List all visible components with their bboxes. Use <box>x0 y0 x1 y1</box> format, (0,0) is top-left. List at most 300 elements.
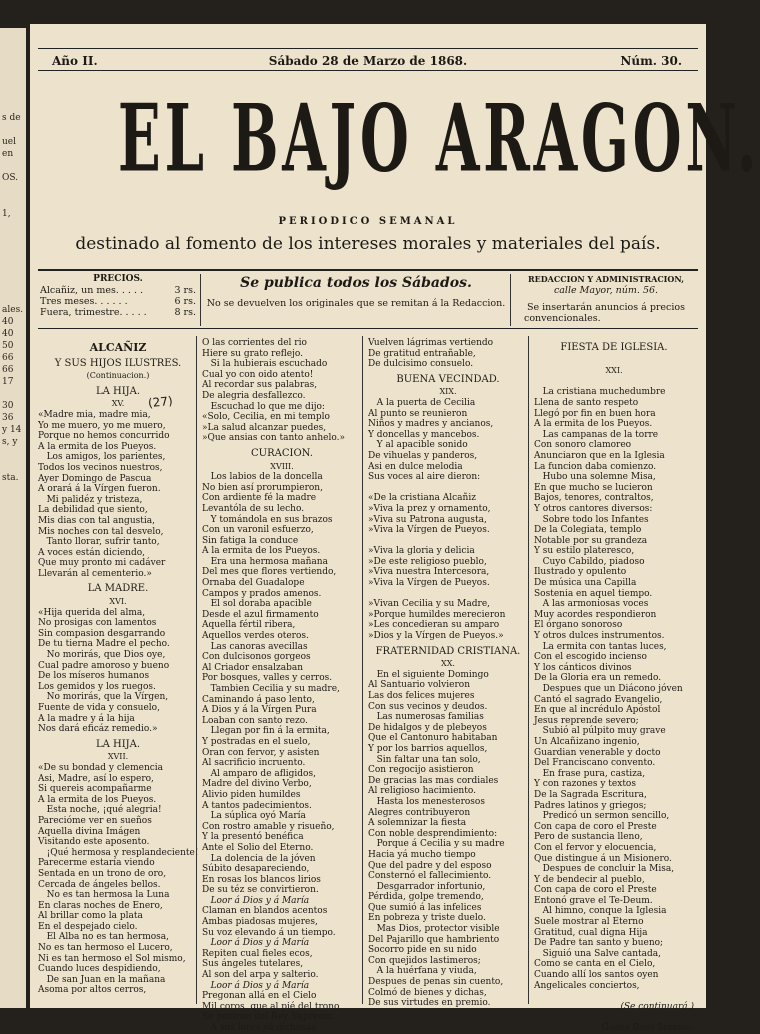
verse-line: Mas Dios, protector visible <box>368 924 500 935</box>
price-value: 6 rs. <box>174 296 196 307</box>
price-value: 3 rs. <box>174 285 196 296</box>
section-heading: LA HIJA. <box>95 738 141 750</box>
masthead-subtitle: PERIODICO SEMANAL <box>278 216 458 227</box>
verse-line: Al Criador ensalzaban <box>202 662 304 673</box>
verse-line: Cual padre amoroso y bueno <box>38 660 170 671</box>
verse-line: Aquella divina Imágen <box>38 826 141 837</box>
article-column-4 <box>534 338 694 1034</box>
verse-line: Hacia yá mucho tiempo <box>368 849 476 860</box>
verse-line: Con rostro amable y risueño, <box>202 821 335 832</box>
verse-line: Cantó el sagrado Evangelio, <box>534 694 663 705</box>
verse-line: El sol doraba apacible <box>202 599 312 610</box>
price-row <box>40 307 196 318</box>
verse-line: De tu tierna Madre el pecho. <box>38 639 170 650</box>
price-label: Tres meses. . . . . . <box>40 296 128 307</box>
left-page-text: 50 <box>2 341 14 351</box>
verse-line: Mis noches con tal desvelo, <box>38 526 164 537</box>
verse-line: Gaspar Bono Serrano. <box>601 1023 694 1033</box>
left-page-text <box>0 220 26 232</box>
verse-line: »Dios y la Vírgen de Pueyos.» <box>368 631 504 642</box>
verse-line: Llegó por fin en buen hora <box>534 408 656 419</box>
verse-line: Y por los barrios aquellos, <box>368 743 488 754</box>
left-page-text <box>0 160 26 172</box>
verse-line: Al himno, conque la Iglesia <box>534 906 667 917</box>
verse-line: Pero de sustancia lleno, <box>534 832 643 843</box>
column-divider <box>528 336 529 1004</box>
verse-line: Aquellos verdes oteros. <box>202 631 309 642</box>
verse-line: Sin compasion desgarrando <box>38 628 166 639</box>
publish-box <box>206 274 506 326</box>
verse-line: A sus lares yá dichosas <box>202 1023 316 1033</box>
left-page-text <box>0 280 26 292</box>
verse-line: A la ermita de los Pueyos. <box>202 546 321 557</box>
verse-line: (Se continuará.) <box>620 1001 694 1012</box>
verse-line: »Viva la Vírgen de Pueyos. <box>368 578 490 589</box>
top-rule <box>38 48 698 49</box>
left-page-text <box>0 244 26 256</box>
left-page-text <box>0 100 26 112</box>
verse-line: Hiere su grato reflejo. <box>202 348 304 359</box>
verse-line: XX. <box>441 659 455 669</box>
verse-line: A la puerta de Cecilia <box>368 397 476 408</box>
verse-line: Hasta los menesterosos <box>368 796 485 807</box>
verse-line: Esta noche, ¡qué alegria! <box>38 805 162 816</box>
verse-line: Si la hubierais escuchado <box>202 359 328 370</box>
verse-line: Al brillar como la plata <box>38 911 143 922</box>
verse-line: A voces están diciendo, <box>38 547 146 558</box>
verse-line: A la ermita de los Pueyos. <box>38 794 157 805</box>
left-page-text: 36 <box>2 413 14 423</box>
section-heading: Y SUS HIJOS ILUSTRES. <box>54 357 182 369</box>
verse-line: Hubo una solemne Misa, <box>534 472 656 483</box>
verse-line: «Madre mia, madre mia, <box>38 409 151 420</box>
verse-line: De san Juan en la mañana <box>38 974 166 985</box>
verse-line: De alegria desfallezco. <box>202 390 306 401</box>
left-page-text <box>0 88 26 100</box>
verse-line: »Viva la gloria y delicia <box>368 546 475 557</box>
column-divider <box>362 336 363 1004</box>
verse-line: Campos y prados amenos. <box>202 588 322 599</box>
verse-line: De la Gloria era un remedo. <box>534 673 662 684</box>
verse-line: Ilustrado y opulento <box>534 567 627 578</box>
verse-line: »Les concedieran su amparo <box>368 620 500 631</box>
verse-line: A la ermita de los Pueyos. <box>534 419 653 430</box>
verse-line: Asi, Madre, así lo espero, <box>38 773 154 784</box>
prices-box <box>40 274 196 326</box>
verse-line: »Viva la prez y ornamento, <box>368 503 491 514</box>
verse-line: »Porque humildes merecieron <box>368 609 506 620</box>
verse-line <box>534 1012 694 1023</box>
verse-line: Ambas piadosas mujeres, <box>202 917 318 928</box>
verse-line: Siguió una Salve cantada, <box>534 948 662 959</box>
verse-line: No morirás, que Dios oye, <box>38 650 166 661</box>
left-page-text <box>0 40 26 52</box>
verse-line: El órgano sonoroso <box>534 620 623 631</box>
verse-line: Cuando luces despidiendo, <box>38 964 161 975</box>
verse-line: Niños y madres y ancianos, <box>368 419 494 430</box>
verse-line: De la Colegiata, templo <box>534 525 642 536</box>
verse-line: Desde el azul firmamento <box>202 609 319 620</box>
verse-line: Con el escogido incienso <box>534 652 647 663</box>
verse-line: Despues que un Diácono jóven <box>534 684 683 694</box>
verse-line: Y la presentó benéfica <box>202 832 304 843</box>
verse-line: No bien así prorumpieron, <box>202 482 323 493</box>
verse-line: Con dulcisonos gorgeos <box>202 652 311 663</box>
handwritten-annotation: (27) <box>147 393 174 411</box>
masthead-title: EL BAJO ARAGON. <box>117 84 760 193</box>
verse-line: La debilidad que siento, <box>38 505 148 516</box>
left-page-text <box>0 184 26 196</box>
verse-line: (Continuacion.) <box>86 371 150 381</box>
verse-line: La cristiana muchedumbre <box>534 387 666 398</box>
verse-line: Alegres contribuyeron <box>368 807 471 818</box>
verse-line: «Hija querida del alma, <box>38 607 146 618</box>
verse-line: Nos dará eficáz remedio.» <box>38 724 158 735</box>
price-row <box>40 296 196 307</box>
verse-line <box>368 589 528 600</box>
verse-line: O las corrientes del rio <box>202 338 307 348</box>
verse-line: Al punto se reunieron <box>368 408 468 419</box>
verse-line: En claras noches de Enero, <box>38 900 163 911</box>
section-heading: LA HIJA. <box>95 385 141 397</box>
verse-line: Porque no hemos concurrido <box>38 431 170 442</box>
verse-line: Suele mostrar al Eterno <box>534 917 644 928</box>
verse-line: Ornaba del Guadalope <box>202 578 305 589</box>
verse-line <box>368 483 528 494</box>
verse-line: En que mucho se lucieron <box>534 482 653 493</box>
verse-line: «Solo, Cecilia, en mi templo <box>202 412 330 423</box>
box-divider <box>510 274 511 326</box>
left-page-text: s de <box>2 113 21 123</box>
left-page-text <box>0 460 26 472</box>
section-heading: CURACION. <box>251 447 313 459</box>
verse-line: A Dios y á la Vírgen Pura <box>202 705 317 716</box>
section-heading: ALCAÑIZ <box>89 341 147 354</box>
verse-line: Levantóla de su lecho. <box>202 503 305 514</box>
section-heading: FRATERNIDAD CRISTIANA. <box>375 645 521 657</box>
verse-line: Al Santuario volvieron <box>368 680 470 691</box>
article-column-3 <box>368 338 528 1009</box>
verse-line: No es tan hermosa la Luna <box>38 890 170 901</box>
verse-line: XVIII. <box>270 461 294 471</box>
verse-line: Con el fervor y elocuencia, <box>534 842 657 853</box>
verse-line: Pregonan allá en el Cielo <box>202 991 317 1002</box>
issue-date: Sábado 28 de Marzo de 1868. <box>268 54 468 68</box>
verse-line: Socorro pide en su nido <box>368 945 477 956</box>
box-bottom-rule <box>38 328 698 329</box>
verse-line: No es tan hermoso el Lucero, <box>38 943 173 954</box>
price-row <box>40 285 196 296</box>
verse-line: Ni es tan hermoso el Sol mismo, <box>38 953 186 964</box>
verse-line: De dulcisimo consuelo. <box>368 359 474 370</box>
prices-heading: PRECIOS. <box>93 274 143 284</box>
verse-line: Muy acordes respondieron <box>534 609 657 620</box>
left-page-text: 40 <box>2 329 14 339</box>
verse-line: Alivio piden humildes <box>202 789 301 800</box>
left-page-text: en <box>2 149 14 159</box>
verse-line: Oran con fervor, y asisten <box>202 747 320 758</box>
left-page-text <box>0 256 26 268</box>
verse-line: Que distingue á un Misionero. <box>534 853 672 864</box>
left-page-text <box>0 232 26 244</box>
verse-line: Con quejidos lastimeros; <box>368 955 481 966</box>
verse-line: Sin faltar una tan solo, <box>368 754 481 765</box>
verse-line: En que al incrédulo Apóstol <box>534 705 661 716</box>
verse-line: Con sonoro clamoreo <box>534 440 632 451</box>
verse-line: Era una hermosa mañana <box>202 556 328 567</box>
verse-line: Los labios de la doncella <box>202 472 323 483</box>
verse-line: Parecióme ver en sueños <box>38 815 152 826</box>
verse-line: De su téz se convirtieron. <box>202 885 319 896</box>
verse-line: A la ermita de los Pueyos. <box>38 441 157 452</box>
verse-line: Bajos, tenores, contraltos, <box>534 493 654 504</box>
verse-line: Sus voces al aire dieron: <box>368 472 481 483</box>
verse-line: Porque á Cecilia y su madre <box>368 839 505 850</box>
verse-line: A tantos padecimientos. <box>202 800 312 811</box>
verse-line: Loaban con santo rezo. <box>202 715 308 726</box>
verse-line: Cual yo con oido atento! <box>202 369 314 380</box>
admin-address: calle Mayor, núm. 56. <box>553 285 659 296</box>
verse-line: Y con razones y textos <box>534 779 636 790</box>
verse-line: «De la cristiana Alcañiz <box>368 493 476 504</box>
verse-line: Del mes que flores vertiendo, <box>202 567 337 578</box>
verse-line <box>534 377 694 388</box>
verse-line: »De este religioso pueblo, <box>368 556 487 567</box>
left-page-text: 1, <box>2 209 11 219</box>
verse-line: Despues de concluir la Misa, <box>534 864 675 875</box>
verse-line: »Viva su Patrona augusta, <box>368 514 487 525</box>
verse-line: En rosas los blancos lirios <box>202 874 321 885</box>
price-label: Fuera, trimestre. . . . . <box>40 307 147 318</box>
verse-line: Repiten cual fieles ecos, <box>202 948 313 959</box>
verse-line: Súbito desapareciendo, <box>202 864 310 875</box>
verse-line: Mil coros, que al pié del trono <box>202 1001 340 1012</box>
verse-line: Mis dias con tal angustia, <box>38 515 155 526</box>
left-page-text <box>0 292 26 304</box>
verse-line: Que muy pronto mi cadáver <box>38 558 166 569</box>
verse-line: De vihuelas y panderos, <box>368 450 478 461</box>
verse-line: La súplica oyó María <box>202 811 306 822</box>
verse-line: Llegan por fin á la ermita, <box>202 726 330 737</box>
verse-line: Un Alcañizano ingenio, <box>534 736 640 747</box>
header-rule <box>38 70 698 71</box>
left-page-text: OS. <box>2 173 19 183</box>
verse-line: Las numerosas familias <box>368 712 484 723</box>
left-page-text: y 14 <box>2 425 22 435</box>
verse-line: Consternó el fallecimiento. <box>368 871 492 882</box>
left-page-text: 30 <box>2 401 14 411</box>
verse-line: Loor á Dios y á María <box>202 938 310 949</box>
verse-line: Desgarrador infortunio, <box>368 881 486 892</box>
verse-line: Fuente de vida y consuelo, <box>38 703 160 713</box>
verse-line: Subió al púlpito muy grave <box>534 726 666 737</box>
prices-list <box>40 285 196 318</box>
verse-line <box>534 991 694 1002</box>
publish-headline: Se publica todos los Sábados. <box>240 275 472 291</box>
verse-line: Notable por su grandeza <box>534 535 648 546</box>
verse-line: De gratitud entrañable, <box>368 348 476 359</box>
verse-line: Y de bendecir al pueblo, <box>534 874 645 885</box>
verse-line: Llevarán al cementerio.» <box>38 568 152 579</box>
publish-note: No se devuelven los originales que se remitan á la Redaccion. <box>206 298 506 309</box>
left-page-text: 66 <box>2 353 14 363</box>
article-column-1 <box>38 338 198 996</box>
left-page-text <box>0 28 26 40</box>
verse-line: Y su estilo plateresco, <box>534 546 635 557</box>
verse-line: »Viva la Vírgen de Pueyos. <box>368 525 490 536</box>
verse-line: Cuyo Cabildo, piadoso <box>534 556 645 567</box>
verse-line: Y otros cantores diversos: <box>534 503 653 514</box>
verse-line: Sus ángeles tutelares, <box>202 959 304 970</box>
verse-line: Llena de santo respeto <box>534 397 639 408</box>
verse-line: Mi palidéz y tristeza, <box>38 494 143 505</box>
verse-line: A orará á la Vírgen fueron. <box>38 484 161 495</box>
verse-line: Loor á Dios y á María <box>202 980 310 991</box>
verse-line: La dolencia de la jóven <box>202 853 316 864</box>
verse-line: »Que ansias con tanto anhelo.» <box>202 433 345 444</box>
masthead-tagline: destinado al fomento de los intereses morales y materiales del país. <box>75 234 661 254</box>
verse-line: La funcion daba comienzo. <box>534 461 657 472</box>
left-page-text <box>0 196 26 208</box>
verse-line: Jesus reprende severo; <box>534 715 639 726</box>
verse-line: Al sacrificio incruento. <box>202 758 306 769</box>
verse-line: Sentada en un trono de oro, <box>38 868 167 879</box>
verse-line: De música una Capilla <box>534 578 637 589</box>
verse-line: Y al apacible sonido <box>368 440 468 451</box>
verse-line: Al amparo de afligidos, <box>202 768 316 779</box>
price-label: Alcañiz, un mes. . . . . <box>40 285 144 296</box>
verse-line: XXI. <box>605 366 623 376</box>
verse-line: Que sumió á las infelices <box>368 902 482 913</box>
verse-line: En pobreza y triste duelo. <box>368 913 486 924</box>
verse-line: Las canoras avecillas <box>202 641 308 652</box>
verse-line: Y los cánticos divinos <box>534 662 632 673</box>
verse-line: Con capa de coro el Preste <box>534 821 657 832</box>
verse-line: Guardian venerable y docto <box>534 747 661 758</box>
verse-line: Y tomándola en sus brazos <box>202 514 333 525</box>
verse-line: Vuelven lágrimas vertiendo <box>368 338 494 348</box>
verse-line: Por bosques, valles y cerros. <box>202 673 333 684</box>
verse-line: Pérdida, golpe tremendo, <box>368 892 484 903</box>
verse-line: Con sus vecinos y deudos. <box>368 701 488 712</box>
verse-line: La ermita con tantas luces, <box>534 641 667 652</box>
verse-line: Y postradas en el suelo, <box>202 736 311 747</box>
verse-line: No prosigas con lamentos <box>38 618 157 629</box>
verse-line: Del Franciscano convento. <box>534 758 656 769</box>
verse-line: Con regocijo asistieron <box>368 765 474 776</box>
verse-line: A la madre y á la hija <box>38 713 135 724</box>
admin-box <box>516 274 696 326</box>
verse-line: Del Pajarillo que hambriento <box>368 934 500 945</box>
left-page-text <box>0 76 26 88</box>
left-page-text <box>0 64 26 76</box>
verse-line: Colmó de bienes y dichas, <box>368 987 487 998</box>
verse-line: Parecerme estaría viendo <box>38 858 155 869</box>
section-heading: LA MADRE. <box>87 583 149 595</box>
section-heading: FIESTA DE IGLESIA. <box>560 342 668 353</box>
left-page-text: 17 <box>2 377 14 387</box>
box-top-rule <box>38 269 698 271</box>
verse-line: Sobre todo los Infantes <box>534 514 649 525</box>
verse-line: Tanto llorar, sufrir tanto, <box>38 537 160 548</box>
verse-line: Aquella fértil ribera, <box>202 620 296 631</box>
verse-line: Anunciaron que en la Iglesia <box>534 450 665 461</box>
price-value: 8 rs. <box>174 307 196 318</box>
verse-line: A solemnizar la fiesta <box>368 818 467 829</box>
verse-line: »La salud alcanzar puedes, <box>202 422 327 433</box>
verse-line: De sus virtudes en premio. <box>368 998 491 1009</box>
left-page-text: s, y <box>2 437 18 447</box>
verse-line: Con ardiente fé la madre <box>202 493 317 504</box>
left-page-text: 40 <box>2 317 14 327</box>
verse-line: Que el Cantonuro habitaban <box>368 733 498 744</box>
verse-line: Yo me muero, yo me muero, <box>38 420 166 431</box>
year-label: Año II. <box>52 54 98 68</box>
verse-line: Asi en dulce melodia <box>368 461 463 472</box>
left-page-text <box>0 124 26 136</box>
verse-line: Cuando allí los santos oyen <box>534 970 659 981</box>
verse-line: Se postran del Rey Supremo. <box>202 1012 335 1023</box>
verse-line: De gracias las mas cordiales <box>368 775 499 786</box>
left-page-fragment <box>0 28 26 1008</box>
left-page-text: ales. <box>2 305 24 315</box>
verse-line: Predicó un sermon sencillo, <box>534 811 670 822</box>
verse-line: «De su bondad y clemencia <box>38 762 164 773</box>
verse-line: Y otros dulces instrumentos. <box>534 631 665 642</box>
verse-line: Con capa de coro el Preste <box>534 885 657 896</box>
left-page-text <box>0 268 26 280</box>
verse-line: Claman en blandos acentos <box>202 906 328 917</box>
verse-line: XVII. <box>107 752 129 762</box>
left-page-text <box>0 52 26 64</box>
verse-line: Gratitud, cual digna Hija <box>534 927 648 938</box>
verse-line: Visitando este aposento. <box>38 837 150 848</box>
verse-line: Madre del divino Verbo, <box>202 779 312 790</box>
verse-line: Las campanas de la torre <box>534 429 659 440</box>
left-page-text: sta. <box>2 473 19 483</box>
verse-line: Caminando á paso lento, <box>202 694 315 705</box>
verse-line: »Viva nuestra Intercesora, <box>368 567 490 578</box>
verse-line: A las armoniosas voces <box>534 599 649 610</box>
verse-line: Con un varonil esfuerzo, <box>202 525 314 536</box>
verse-line: Ayer Domingo de Pascua <box>38 473 152 484</box>
admin-notice: Se insertarán anuncios á precios <box>526 302 686 313</box>
verse-line <box>534 356 694 367</box>
verse-line: Si quereis acompañarme <box>38 784 152 795</box>
verse-line: XIX. <box>439 387 457 397</box>
verse-line: En frase pura, castiza, <box>534 768 646 779</box>
left-page-text <box>0 448 26 460</box>
verse-line: Escuchad lo que me dijo: <box>202 401 325 412</box>
article-column-2 <box>202 338 362 1034</box>
verse-line: Como se canta en el Cielo, <box>534 959 656 970</box>
left-page-text: uel <box>2 137 17 147</box>
box-divider <box>200 274 201 326</box>
verse-line: Que del padre y del esposo <box>368 860 492 871</box>
verse-line: Padres latinos y griegos; <box>534 800 647 811</box>
verse-line: No morirás, que la Vírgen, <box>38 692 169 703</box>
admin-notice-cont: convencionales. <box>524 313 601 324</box>
left-page-text: 66 <box>2 365 14 375</box>
verse-line: Sin fatiga la conduce <box>202 535 299 546</box>
verse-line: Y doncellas y mancebos. <box>368 429 480 440</box>
verse-line: Despues de penas sin cuento, <box>368 977 504 988</box>
verse-line: Los amigos, los parientes, <box>38 452 166 463</box>
verse-line <box>368 536 528 547</box>
verse-line: Todos los vecinos nuestros, <box>38 462 163 473</box>
verse-line: De la Sagrada Escritura, <box>534 789 647 800</box>
verse-line: El Alba no es tan hermosa, <box>38 932 170 943</box>
